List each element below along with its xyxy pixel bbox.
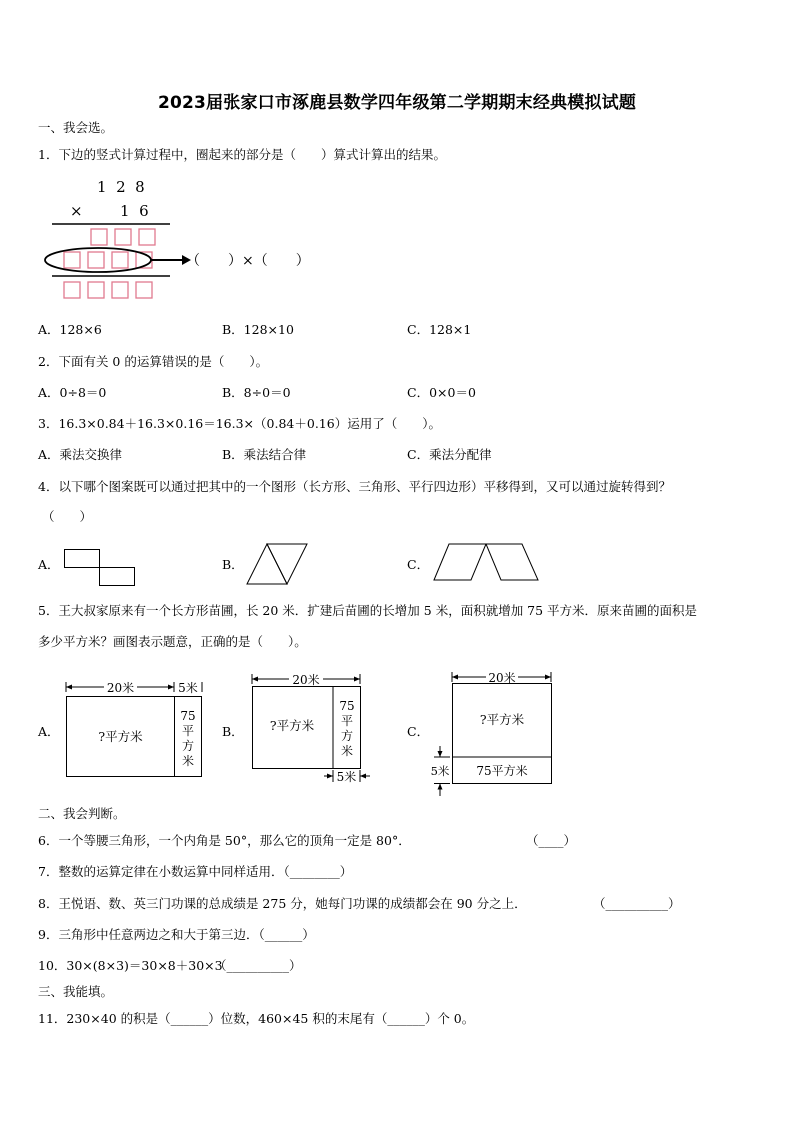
- q6-answer-blank[interactable]: （____）: [526, 833, 577, 848]
- question-8-stem: 8．王悦语、数、英三门功课的总成绩是 275 分，她每门功课的成绩都会在 90 分之上．: [38, 896, 527, 911]
- q5-figure-c: [430, 668, 554, 798]
- q4-figure-a: [64, 549, 136, 587]
- q4-option-a-label[interactable]: A．: [38, 557, 60, 572]
- q5-option-a-label[interactable]: A．: [38, 724, 60, 739]
- q5-figure-a: [64, 678, 209, 780]
- result-blank: （ ）×（ ）: [186, 253, 310, 269]
- question-4-stem: 4．以下哪个图案既可以通过把其中的一个图形（长方形、三角形、平行四边形）平移得到，又可以通过旋转得到？: [38, 479, 671, 494]
- q2-option-c[interactable]: C．0×0＝0: [407, 385, 476, 400]
- partial-product-boxes-row2: [64, 252, 152, 268]
- c-len20-label: 20米: [488, 671, 516, 685]
- question-10-stem: 10．30×(8×3)＝30×8＋30×3: [38, 958, 223, 973]
- a-area75-line1: 75: [180, 709, 196, 723]
- question-5-stem-cont: 多少平方米？画图表示题意，正确的是（ ）。: [38, 634, 307, 649]
- q3-option-b[interactable]: B．乘法结合律: [222, 447, 307, 462]
- partial-product-boxes-row3: [64, 282, 152, 298]
- q4-figure-b: [246, 543, 308, 585]
- question-2-stem: 2．下面有关 0 的运算错误的是（ ）。: [38, 354, 269, 369]
- section-heading-fill: 三、我能填。: [38, 984, 114, 999]
- question-3-stem: 3．16.3×0.84＋16.3×0.16＝16.3×（0.84＋0.16）运用了（ ）。: [38, 416, 441, 431]
- section-heading-choice: 一、我会选。: [38, 120, 114, 135]
- q4-option-c-label[interactable]: C．: [407, 557, 430, 572]
- a-unknown-area: ?平方米: [98, 729, 143, 744]
- a-area75-line4: 米: [181, 754, 195, 768]
- question-5-stem: 5．王大叔家原来有一个长方形苗圃，长 20 米．扩建后苗圃的长增加 5 米，面积就增加 75 平方米．原来苗圃的面积是: [38, 603, 698, 618]
- q2-option-a[interactable]: A．0÷8＝0: [38, 385, 107, 400]
- c-unknown-area: ?平方米: [479, 712, 525, 727]
- question-11-stem[interactable]: 11．230×40 的积是（______）位数，460×45 积的末尾有（______）个 0。: [38, 1011, 475, 1026]
- c-area75-label: 75平方米: [476, 764, 528, 778]
- b-area75-line1: 75: [339, 699, 355, 713]
- question-9-stem[interactable]: 9．三角形中任意两边之和大于第三边．（______）: [38, 927, 315, 942]
- vertical-multiplication-figure: [40, 172, 340, 307]
- partial-product-boxes-row1: [91, 229, 155, 245]
- a-len20-label: 20米: [106, 681, 135, 695]
- multiplier-sign: ×: [70, 202, 83, 220]
- question-6-stem: 6．一个等腰三角形，一个内角是 50°，那么它的顶角一定是 80°．: [38, 833, 411, 848]
- q4-figure-c: [433, 543, 539, 581]
- multiplier: 1 6: [120, 202, 149, 220]
- b-unknown-area: ?平方米: [269, 718, 315, 733]
- q1-option-b[interactable]: B．128×10: [222, 322, 294, 337]
- section-heading-judge: 二、我会判断。: [38, 806, 126, 821]
- q5-option-b-label[interactable]: B．: [222, 724, 244, 739]
- multiplicand: 1 2 8: [97, 178, 145, 196]
- q3-option-a[interactable]: A．乘法交换律: [38, 447, 123, 462]
- q4-option-b-label[interactable]: B．: [222, 557, 244, 572]
- a-len5-label: 5米: [178, 681, 198, 695]
- q1-option-c[interactable]: C．128×1: [407, 322, 472, 337]
- b-area75-line4: 米: [340, 744, 354, 758]
- question-7-stem[interactable]: 7．整数的运算定律在小数运算中同样适用．（________）: [38, 864, 353, 879]
- a-area75-line2: 平: [181, 724, 195, 738]
- b-area75-line2: 平: [340, 714, 354, 728]
- q5-figure-b: [250, 670, 375, 786]
- q3-option-c[interactable]: C．乘法分配律: [407, 447, 492, 462]
- page-title: 2023届张家口市涿鹿县数学四年级第二学期期末经典模拟试题: [157, 93, 637, 113]
- b-len20-label: 20米: [292, 673, 320, 687]
- c-len5-label: 5米: [430, 764, 450, 778]
- q8-answer-blank[interactable]: （__________）: [593, 896, 681, 911]
- q2-option-b[interactable]: B．8÷0＝0: [222, 385, 291, 400]
- question-4-stem-cont: （ ）: [42, 509, 93, 524]
- b-len5-label: 5米: [336, 770, 357, 784]
- a-area75-line3: 方: [181, 739, 195, 753]
- question-1-stem: 1．下边的竖式计算过程中，圈起来的部分是（ ）算式计算出的结果。: [38, 147, 446, 162]
- q1-option-a[interactable]: A．128×6: [38, 322, 102, 337]
- b-area75-line3: 方: [340, 729, 354, 743]
- q5-option-c-label[interactable]: C．: [407, 724, 430, 739]
- q10-answer-blank[interactable]: （__________）: [214, 958, 302, 973]
